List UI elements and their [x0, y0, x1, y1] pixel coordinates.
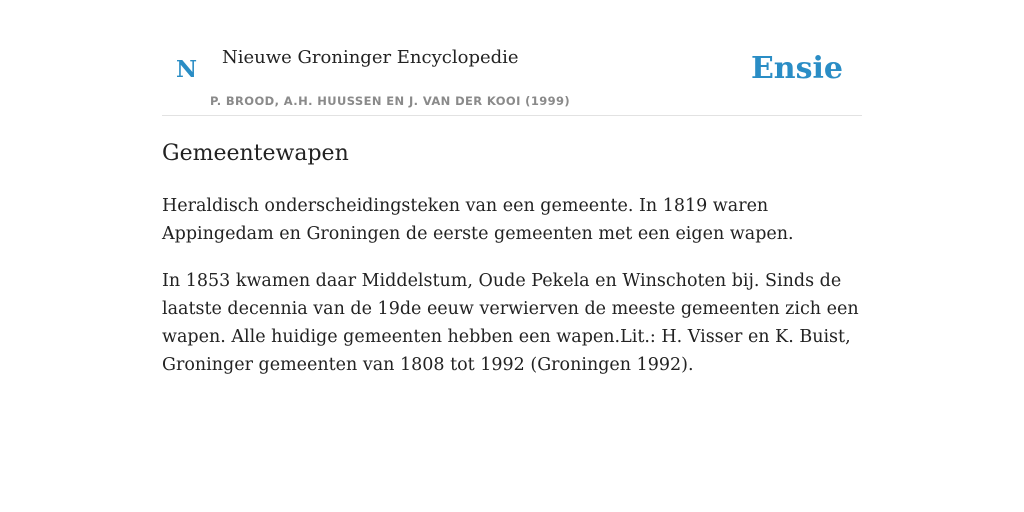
- entry-paragraph: Heraldisch onderscheidingsteken van een gemeente. In 1819 waren Appingedam en Groningen de eerste gemeenten met een eigen wapen.: [162, 196, 794, 244]
- entry-title: Gemeentewapen: [162, 141, 349, 166]
- content-container: [162, 0, 862, 375]
- book-authors: P. BROOD, A.H. HUUSSEN EN J. VAN DER KOOI (1999): [210, 94, 571, 108]
- ensie-brand-link[interactable]: Ensie: [750, 51, 843, 86]
- masthead: [162, 0, 862, 116]
- encyclopedia-logo[interactable]: N: [176, 56, 198, 83]
- entry-paragraph: In 1853 kwamen daar Middelstum, Oude Pekela en Winschoten bij. Sinds de laatste decennia van de 19de eeuw verwierven de meeste gemeenten zich een wapen. Alle huidige gemeenten hebben een wapen.Lit.: H. Visser en K. Buist, Groninger gemeenten van 1808 tot 1992 (Groningen 1992).: [162, 271, 859, 375]
- book-title[interactable]: Nieuwe Groninger Encyclopedie: [222, 47, 519, 68]
- entry-body: [162, 192, 862, 398]
